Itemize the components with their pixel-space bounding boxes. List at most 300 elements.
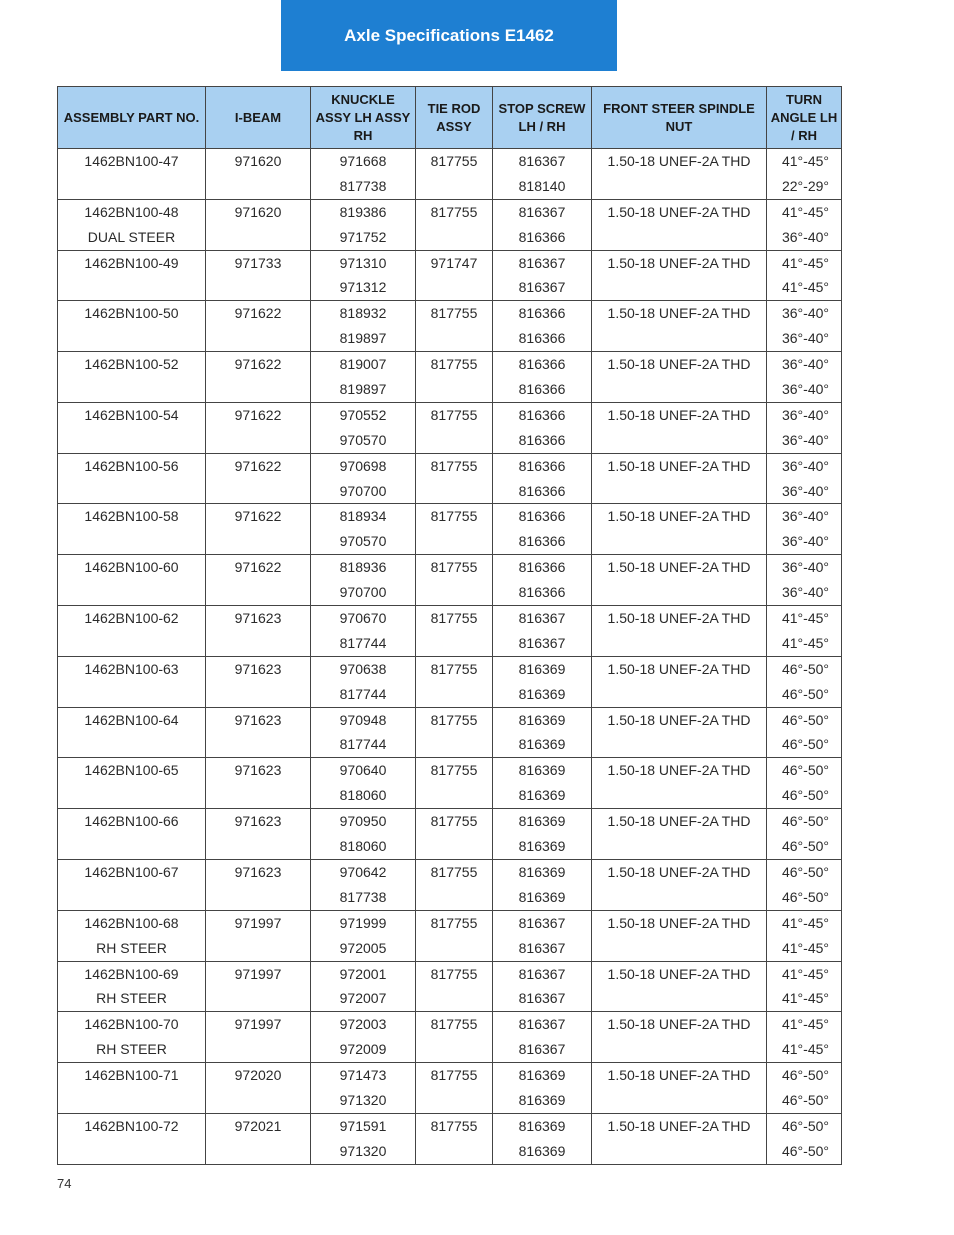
knuckle-assy-cell-line: 970700 [339, 584, 387, 601]
i-beam-cell [206, 402, 311, 453]
turn-angle-cell-line: 36°-40° [781, 559, 829, 576]
spindle-nut-cell [592, 453, 767, 504]
stop-screw-cell [493, 453, 592, 504]
spindle-nut-cell [592, 1063, 767, 1114]
assembly-part-no-cell [58, 352, 206, 403]
tie-rod-assy-cell [416, 352, 493, 403]
turn-angle-cell-line: 41°-45° [781, 939, 829, 956]
table-row [58, 555, 842, 606]
table-row [58, 758, 842, 809]
i-beam-cell-value: 971622 [234, 457, 282, 474]
i-beam-cell-value: 971997 [234, 1016, 282, 1033]
spindle-nut-cell-value: 1.50-18 UNEF-2A THD [607, 559, 751, 576]
table-row [58, 1113, 842, 1164]
spindle-nut-cell-spacer [592, 529, 766, 554]
spindle-nut-cell-spacer [592, 174, 766, 199]
assembly-part-no-cell [58, 961, 206, 1012]
stop-screw-cell-line: 816366 [518, 482, 566, 499]
assembly-part-no-cell-line [58, 529, 205, 554]
column-header-stop-screw: STOP SCREW LH / RH [493, 87, 592, 149]
i-beam-cell [206, 149, 311, 200]
table-row [58, 301, 842, 352]
tie-rod-assy-cell [416, 1063, 493, 1114]
spindle-nut-cell-spacer [592, 682, 766, 707]
knuckle-assy-cell [311, 402, 416, 453]
tie-rod-assy-cell [416, 859, 493, 910]
spindle-nut-cell-spacer [592, 936, 766, 961]
stop-screw-cell-line: 816367 [518, 254, 566, 271]
table-row [58, 961, 842, 1012]
spindle-nut-cell-value: 1.50-18 UNEF-2A THD [607, 153, 751, 169]
turn-angle-cell-line: 46°-50° [781, 838, 829, 855]
turn-angle-cell-line: 41°-45° [781, 279, 829, 296]
spindle-nut-cell-spacer [592, 783, 766, 808]
i-beam-cell-value: 971623 [234, 711, 282, 728]
assembly-part-no-cell-line [58, 428, 205, 453]
stop-screw-cell-line: 816369 [518, 711, 566, 728]
tie-rod-assy-cell [416, 199, 493, 250]
turn-angle-cell-line: 46°-50° [781, 762, 829, 779]
knuckle-assy-cell-line: 819007 [339, 356, 387, 373]
turn-angle-cell-line: 36°-40° [781, 356, 829, 373]
knuckle-assy-cell-line: 818932 [339, 305, 387, 322]
assembly-part-no-cell [58, 1063, 206, 1114]
table-row [58, 504, 842, 555]
assembly-part-no-cell-line: 1462BN100-69 [84, 965, 179, 982]
turn-angle-cell-line: 46°-50° [781, 787, 829, 804]
assembly-part-no-cell-line [58, 1088, 205, 1113]
assembly-part-no-cell-line: 1462BN100-52 [84, 356, 179, 373]
page-number: 74 [57, 1176, 72, 1191]
assembly-part-no-cell-line [58, 783, 205, 808]
turn-angle-cell-line: 36°-40° [781, 305, 829, 322]
turn-angle-cell-line: 41°-45° [781, 610, 829, 627]
turn-angle-cell-line: 46°-50° [781, 863, 829, 880]
stop-screw-cell-line: 816369 [518, 838, 566, 855]
i-beam-cell [206, 859, 311, 910]
spindle-nut-cell [592, 149, 767, 200]
spindle-nut-cell-spacer [592, 479, 766, 504]
i-beam-cell-spacer [206, 580, 310, 605]
spindle-nut-cell-spacer [592, 225, 766, 250]
i-beam-cell-spacer [206, 834, 310, 859]
spindle-nut-cell-value: 1.50-18 UNEF-2A THD [607, 356, 751, 373]
assembly-part-no-cell [58, 656, 206, 707]
spindle-nut-cell-spacer [592, 631, 766, 656]
tie-rod-assy-cell-value: 817755 [430, 660, 478, 677]
tie-rod-assy-cell-value: 817755 [430, 711, 478, 728]
turn-angle-cell-line: 46°-50° [781, 1117, 829, 1134]
tie-rod-assy-cell-spacer [416, 682, 492, 707]
stop-screw-cell [493, 149, 592, 200]
i-beam-cell [206, 453, 311, 504]
table-header-row [58, 87, 842, 149]
table-row [58, 352, 842, 403]
tie-rod-assy-cell [416, 1113, 493, 1164]
spindle-nut-cell [592, 504, 767, 555]
assembly-part-no-cell [58, 910, 206, 961]
tie-rod-assy-cell-spacer [416, 225, 492, 250]
i-beam-cell-spacer [206, 682, 310, 707]
turn-angle-cell [767, 504, 842, 555]
assembly-part-no-cell-line: 1462BN100-68 [84, 914, 179, 931]
assembly-part-no-cell-line [58, 174, 205, 199]
knuckle-assy-cell [311, 250, 416, 301]
knuckle-assy-cell-line: 971473 [339, 1067, 387, 1084]
table-row [58, 453, 842, 504]
stop-screw-cell [493, 504, 592, 555]
i-beam-cell [206, 1063, 311, 1114]
i-beam-cell-spacer [206, 1088, 310, 1113]
turn-angle-cell-line: 46°-50° [781, 1067, 829, 1084]
tie-rod-assy-cell-spacer [416, 377, 492, 402]
column-header-knuckle-assy: KNUCKLE ASSY LH ASSY RH [311, 87, 416, 149]
turn-angle-cell-line: 41°-45° [781, 965, 829, 982]
spindle-nut-cell [592, 1012, 767, 1063]
spindle-nut-cell-value: 1.50-18 UNEF-2A THD [607, 813, 751, 830]
turn-angle-cell-line: 36°-40° [781, 330, 829, 347]
i-beam-cell-spacer [206, 631, 310, 656]
i-beam-cell-spacer [206, 174, 310, 199]
turn-angle-cell-line: 46°-50° [781, 660, 829, 677]
column-header-front-steer-spindle-nut: FRONT STEER SPINDLE NUT [592, 87, 767, 149]
stop-screw-cell-line: 816367 [518, 279, 566, 296]
spindle-nut-cell-spacer [592, 428, 766, 453]
stop-screw-cell-line: 816366 [518, 559, 566, 576]
spindle-nut-cell-value: 1.50-18 UNEF-2A THD [607, 1067, 751, 1084]
assembly-part-no-cell-line: 1462BN100-50 [84, 305, 179, 322]
turn-angle-cell [767, 555, 842, 606]
spindle-nut-cell-spacer [592, 986, 766, 1011]
turn-angle-cell [767, 1012, 842, 1063]
assembly-part-no-cell [58, 555, 206, 606]
stop-screw-cell-line: 816366 [518, 584, 566, 601]
i-beam-cell [206, 199, 311, 250]
tie-rod-assy-cell-value: 817755 [430, 559, 478, 576]
knuckle-assy-cell-line: 970552 [339, 406, 387, 423]
spindle-nut-cell [592, 352, 767, 403]
stop-screw-cell [493, 1012, 592, 1063]
turn-angle-cell-line: 41°-45° [781, 914, 829, 931]
assembly-part-no-cell [58, 606, 206, 657]
column-header-turn-angle: TURN ANGLE LH / RH [767, 87, 842, 149]
assembly-part-no-cell-line [58, 1139, 205, 1164]
stop-screw-cell [493, 301, 592, 352]
assembly-part-no-cell-line [58, 682, 205, 707]
assembly-part-no-cell-line: 1462BN100-49 [84, 254, 179, 271]
page-title: Axle Specifications E1462 [344, 25, 554, 45]
assembly-part-no-cell-line [58, 326, 205, 351]
i-beam-cell [206, 656, 311, 707]
tie-rod-assy-cell-spacer [416, 326, 492, 351]
assembly-part-no-cell [58, 149, 206, 200]
table-row [58, 910, 842, 961]
turn-angle-cell [767, 402, 842, 453]
knuckle-assy-cell [311, 352, 416, 403]
stop-screw-cell-line: 816366 [518, 305, 566, 322]
turn-angle-cell-line: 22°-29° [781, 177, 829, 194]
i-beam-cell-value: 971622 [234, 406, 282, 423]
turn-angle-cell-line: 41°-45° [781, 990, 829, 1007]
i-beam-cell-spacer [206, 529, 310, 554]
tie-rod-assy-cell-value: 817755 [430, 457, 478, 474]
knuckle-assy-cell-line: 817744 [339, 685, 387, 702]
spindle-nut-cell-spacer [592, 885, 766, 910]
i-beam-cell-value: 971997 [234, 965, 282, 982]
stop-screw-cell-line: 818140 [518, 177, 566, 194]
assembly-part-no-cell [58, 301, 206, 352]
spindle-nut-cell-value: 1.50-18 UNEF-2A THD [607, 660, 751, 677]
assembly-part-no-cell [58, 859, 206, 910]
assembly-part-no-cell-line [58, 479, 205, 504]
assembly-part-no-cell [58, 250, 206, 301]
spindle-nut-cell-spacer [592, 326, 766, 351]
turn-angle-cell [767, 352, 842, 403]
knuckle-assy-cell-line: 970642 [339, 863, 387, 880]
assembly-part-no-cell-line: 1462BN100-72 [84, 1117, 179, 1134]
turn-angle-cell-line: 46°-50° [781, 736, 829, 753]
turn-angle-cell-line: 46°-50° [781, 685, 829, 702]
turn-angle-cell-line: 36°-40° [781, 533, 829, 550]
spindle-nut-cell-value: 1.50-18 UNEF-2A THD [607, 203, 751, 220]
spindle-nut-cell [592, 859, 767, 910]
spindle-nut-cell-value: 1.50-18 UNEF-2A THD [607, 1016, 751, 1033]
spindle-nut-cell [592, 809, 767, 860]
knuckle-assy-cell-line: 971591 [339, 1117, 387, 1134]
spindle-nut-cell [592, 961, 767, 1012]
tie-rod-assy-cell-value: 817755 [430, 356, 478, 373]
column-header-tie-rod-assy: TIE ROD ASSY [416, 87, 493, 149]
tie-rod-assy-cell-value: 817755 [430, 153, 478, 169]
stop-screw-cell [493, 758, 592, 809]
turn-angle-cell-line: 36°-40° [781, 482, 829, 499]
knuckle-assy-cell-line: 818934 [339, 508, 387, 525]
stop-screw-cell-line: 816366 [518, 508, 566, 525]
table-row [58, 707, 842, 758]
knuckle-assy-cell [311, 1063, 416, 1114]
knuckle-assy-cell [311, 199, 416, 250]
knuckle-assy-cell [311, 809, 416, 860]
assembly-part-no-cell-line [58, 732, 205, 757]
turn-angle-cell-line: 36°-40° [781, 228, 829, 245]
knuckle-assy-cell-line: 970640 [339, 762, 387, 779]
table-row [58, 606, 842, 657]
stop-screw-cell [493, 352, 592, 403]
assembly-part-no-cell-line [58, 580, 205, 605]
assembly-part-no-cell-line: 1462BN100-71 [84, 1067, 179, 1084]
turn-angle-cell-line: 46°-50° [781, 888, 829, 905]
i-beam-cell [206, 606, 311, 657]
i-beam-cell-value: 971623 [234, 660, 282, 677]
i-beam-cell-value: 971623 [234, 813, 282, 830]
i-beam-cell-value: 971622 [234, 305, 282, 322]
stop-screw-cell-line: 816367 [518, 1041, 566, 1058]
i-beam-cell-spacer [206, 428, 310, 453]
tie-rod-assy-cell [416, 961, 493, 1012]
tie-rod-assy-cell-spacer [416, 1139, 492, 1164]
assembly-part-no-cell-line: 1462BN100-65 [84, 762, 179, 779]
spindle-nut-cell-spacer [592, 834, 766, 859]
knuckle-assy-cell-line: 818060 [339, 787, 387, 804]
tie-rod-assy-cell-spacer [416, 783, 492, 808]
spindle-nut-cell [592, 656, 767, 707]
tie-rod-assy-cell-spacer [416, 1088, 492, 1113]
tie-rod-assy-cell [416, 910, 493, 961]
i-beam-cell-spacer [206, 986, 310, 1011]
turn-angle-cell [767, 707, 842, 758]
knuckle-assy-cell-line: 970570 [339, 533, 387, 550]
assembly-part-no-cell [58, 199, 206, 250]
i-beam-cell [206, 352, 311, 403]
stop-screw-cell-line: 816369 [518, 888, 566, 905]
knuckle-assy-cell [311, 961, 416, 1012]
assembly-part-no-cell [58, 707, 206, 758]
knuckle-assy-cell-line: 972005 [339, 939, 387, 956]
turn-angle-cell [767, 809, 842, 860]
stop-screw-cell-line: 816366 [518, 431, 566, 448]
spindle-nut-cell-value: 1.50-18 UNEF-2A THD [607, 305, 751, 322]
knuckle-assy-cell-line: 817738 [339, 888, 387, 905]
table-row [58, 149, 842, 200]
stop-screw-cell-line: 816367 [518, 965, 566, 982]
turn-angle-cell-line: 41°-45° [781, 203, 829, 220]
turn-angle-cell [767, 250, 842, 301]
spindle-nut-cell [592, 910, 767, 961]
turn-angle-cell [767, 149, 842, 200]
tie-rod-assy-cell-value: 971747 [430, 254, 478, 271]
knuckle-assy-cell [311, 301, 416, 352]
spindle-nut-cell-value: 1.50-18 UNEF-2A THD [607, 406, 751, 423]
tie-rod-assy-cell [416, 707, 493, 758]
tie-rod-assy-cell-value: 817755 [430, 203, 478, 220]
stop-screw-cell [493, 606, 592, 657]
assembly-part-no-cell-line: 1462BN100-63 [84, 660, 179, 677]
i-beam-cell-spacer [206, 1037, 310, 1062]
turn-angle-cell-line: 46°-50° [781, 1142, 829, 1159]
spindle-nut-cell-spacer [592, 732, 766, 757]
i-beam-cell-value: 971622 [234, 356, 282, 373]
knuckle-assy-cell-line: 817744 [339, 736, 387, 753]
knuckle-assy-cell-line: 971999 [339, 914, 387, 931]
stop-screw-cell-line: 816369 [518, 1117, 566, 1134]
tie-rod-assy-cell [416, 1012, 493, 1063]
assembly-part-no-cell-line: 1462BN100-62 [84, 610, 179, 627]
stop-screw-cell-line: 816367 [518, 610, 566, 627]
table-row [58, 656, 842, 707]
turn-angle-cell [767, 961, 842, 1012]
i-beam-cell-value: 972020 [234, 1067, 282, 1084]
turn-angle-cell-line: 46°-50° [781, 711, 829, 728]
tie-rod-assy-cell-spacer [416, 1037, 492, 1062]
i-beam-cell-value: 971623 [234, 610, 282, 627]
assembly-part-no-cell-line: DUAL STEER [87, 228, 176, 245]
turn-angle-cell [767, 301, 842, 352]
knuckle-assy-cell [311, 859, 416, 910]
knuckle-assy-cell [311, 1113, 416, 1164]
assembly-part-no-cell-line: 1462BN100-70 [84, 1016, 179, 1033]
assembly-part-no-cell-line: 1462BN100-60 [84, 559, 179, 576]
i-beam-cell [206, 910, 311, 961]
stop-screw-cell-line: 816366 [518, 356, 566, 373]
i-beam-cell [206, 961, 311, 1012]
tie-rod-assy-cell [416, 758, 493, 809]
turn-angle-cell [767, 199, 842, 250]
i-beam-cell [206, 809, 311, 860]
tie-rod-assy-cell-spacer [416, 631, 492, 656]
assembly-part-no-cell-line: 1462BN100-67 [84, 863, 179, 880]
i-beam-cell [206, 758, 311, 809]
assembly-part-no-cell [58, 504, 206, 555]
table-row [58, 809, 842, 860]
knuckle-assy-cell-line: 817744 [339, 634, 387, 651]
page-title-banner [281, 0, 617, 71]
stop-screw-cell-line: 816369 [518, 736, 566, 753]
knuckle-assy-cell-line: 970948 [339, 711, 387, 728]
assembly-part-no-cell [58, 402, 206, 453]
spindle-nut-cell-spacer [592, 580, 766, 605]
i-beam-cell-spacer [206, 936, 310, 961]
stop-screw-cell-line: 816369 [518, 863, 566, 880]
turn-angle-cell [767, 758, 842, 809]
tie-rod-assy-cell-spacer [416, 834, 492, 859]
knuckle-assy-cell-line: 817738 [339, 177, 387, 194]
i-beam-cell [206, 250, 311, 301]
i-beam-cell-spacer [206, 479, 310, 504]
stop-screw-cell [493, 402, 592, 453]
tie-rod-assy-cell [416, 453, 493, 504]
stop-screw-cell [493, 910, 592, 961]
turn-angle-cell-line: 36°-40° [781, 457, 829, 474]
i-beam-cell-value: 971623 [234, 762, 282, 779]
stop-screw-cell-line: 816369 [518, 1091, 566, 1108]
table-row [58, 199, 842, 250]
axle-specifications-table [57, 86, 842, 1165]
assembly-part-no-cell-line: 1462BN100-54 [84, 406, 179, 423]
spindle-nut-cell-value: 1.50-18 UNEF-2A THD [607, 610, 751, 627]
tie-rod-assy-cell [416, 402, 493, 453]
turn-angle-cell-line: 41°-45° [781, 1016, 829, 1033]
turn-angle-cell-line: 36°-40° [781, 431, 829, 448]
turn-angle-cell [767, 910, 842, 961]
knuckle-assy-cell-line: 972003 [339, 1016, 387, 1033]
spindle-nut-cell [592, 758, 767, 809]
assembly-part-no-cell-line: 1462BN100-48 [84, 203, 179, 220]
knuckle-assy-cell-line: 970570 [339, 431, 387, 448]
i-beam-cell-value: 971733 [234, 254, 282, 271]
knuckle-assy-cell-line: 818060 [339, 838, 387, 855]
tie-rod-assy-cell-spacer [416, 479, 492, 504]
tie-rod-assy-cell-value: 817755 [430, 1117, 478, 1134]
turn-angle-cell-line: 41°-45° [781, 153, 829, 169]
knuckle-assy-cell [311, 1012, 416, 1063]
knuckle-assy-cell-line: 970670 [339, 610, 387, 627]
assembly-part-no-cell [58, 453, 206, 504]
i-beam-cell [206, 301, 311, 352]
tie-rod-assy-cell [416, 656, 493, 707]
turn-angle-cell-line: 36°-40° [781, 381, 829, 398]
turn-angle-cell-line: 41°-45° [781, 1041, 829, 1058]
i-beam-cell-spacer [206, 783, 310, 808]
knuckle-assy-cell-line: 971668 [339, 153, 387, 169]
turn-angle-cell-line: 46°-50° [781, 1091, 829, 1108]
spindle-nut-cell [592, 301, 767, 352]
assembly-part-no-cell-line: 1462BN100-56 [84, 457, 179, 474]
spindle-nut-cell [592, 199, 767, 250]
tie-rod-assy-cell [416, 809, 493, 860]
stop-screw-cell-line: 816366 [518, 330, 566, 347]
stop-screw-cell [493, 809, 592, 860]
tie-rod-assy-cell-value: 817755 [430, 508, 478, 525]
